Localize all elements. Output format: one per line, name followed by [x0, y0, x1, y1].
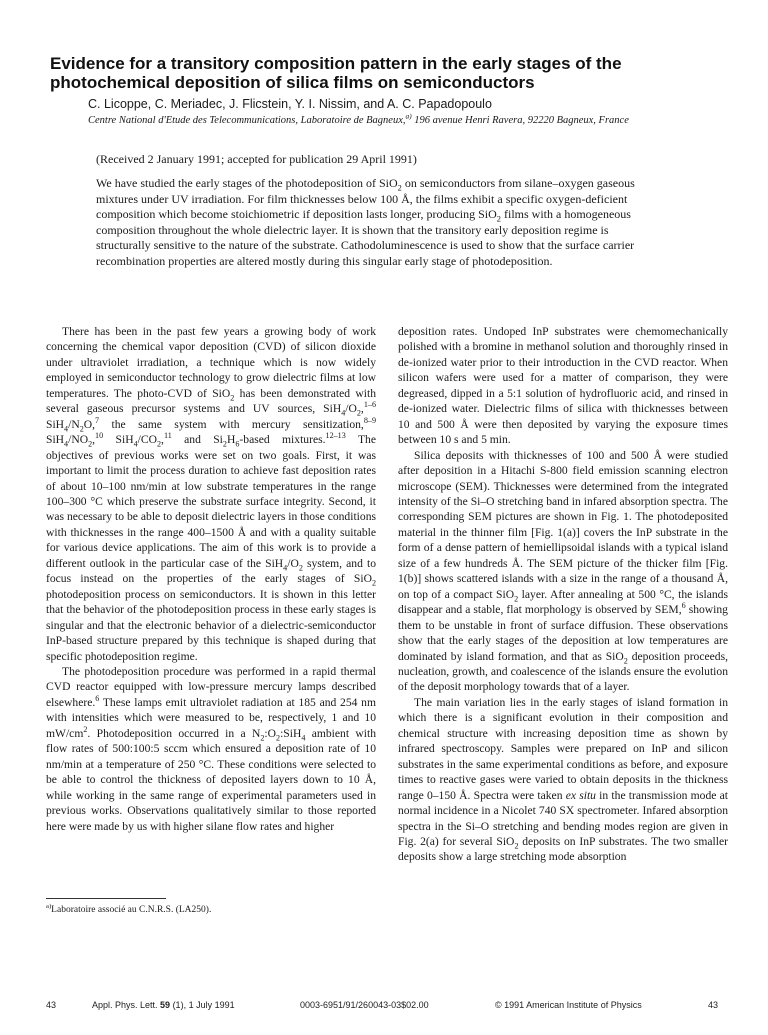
footer-copyright: © 1991 American Institute of Physics [495, 1000, 642, 1010]
author-list: C. Licoppe, C. Meriadec, J. Flicstein, Y. I. Nissim, and A. C. Papadopoulo [88, 97, 492, 111]
received-dates: (Received 2 January 1991; accepted for publication 29 April 1991) [96, 152, 417, 166]
paragraph: The main variation lies in the early stages of island formation in which there is a significant evolution in their composition and chemical structure with increasing deposition time as shown by infrared spectroscopy. Samples were prepared on InP and silicon substrates in the same experimental conditions as before, and exposure times to reactive gases were varied to obtain deposits in the thickness range 0–150 Å. Spectra were taken ex situ in the transmission mode at normal incidence in a Nicolet 740 SX spectrometer. Infared absorption spectra in the Si–O stretching and bending modes region are given in Fig. 2(a) for several SiO$_2$ deposits on InP substrates. The two smaller deposits show a large stretching mode absorption [398, 695, 728, 864]
paragraph: deposition rates. Undoped InP substrates were chemomechanically polished with a bromine in methanol solution and thoroughly rinsed in de-ionized water prior to their introduction in the CVD reactor. When silicon wafers were used for a matter of comparison, they were degreased, dipped in a 5:1 solution of hydrofluoric acid, and rinsed in de-ionized water. Dielectric films of silica with thicknesses between 10 and 500 Å were then deposited by varying the exposure times between 10 s and 5 min. [398, 325, 728, 447]
footer-page-number-left: 43 [46, 1000, 57, 1010]
affiliation: Centre National d'Etude des Telecommunications, Laboratoire de Bagneux,$^{a)}$ 196 avenue Henri Ravera, 92220 Bagneux, France [88, 111, 629, 126]
body-column-right [398, 324, 728, 865]
footer-journal: Appl. Phys. Lett. 59 (1), 1 July 1991 [92, 1000, 235, 1010]
footnote: $^{a)}$Laboratoire associé au C.N.R.S. (LA250). [46, 902, 212, 915]
footer-article-code: 0003-6951/91/260043-03$02.00 [300, 1000, 429, 1010]
article-title: Evidence for a transitory composition pattern in the early stages of the photochemical deposition of silica films on semiconductors [50, 54, 622, 92]
abstract: We have studied the early stages of the photodeposition of SiO$_2$ on semiconductors from silane–oxygen gaseous mixtures under UV irradiation. For film thicknesses below 100 Å, the films exhibit a specific oxygen-deficient composition which become stoichiometric if deposition lasts longer, producing SiO$_2$ films with a homogeneous composition throughout the whole dielectric layer. It is shown that the transitory early deposition regime is structurally sensitive to the nature of the substrate. Cathodoluminescence is used to show that the surface carrier recombination properties are altered mostly during this singular early stage of photodeposition. [96, 176, 635, 268]
paragraph: Silica deposits with thicknesses of 100 and 500 Å were studied after deposition in a Hitachi S-800 field emission scanning electron microscope (SEM). Thicknesses were determined from the integrated intensity of the Si–O stretching band in infared absorption spectra. The corresponding SEM pictures are shown in Fig. 1. The photodeposited material in the thinner film [Fig. 1(a)] covers the InP substrate in the form of a dense pattern of hemiellipsoidal islands with a typical island size of a few hundreds Å. The SEM picture of the thicker film [Fig. 1(b)] shows scattered islands with a size in the range of a thousand Å, on top of a compact SiO$_2$ layer. After annealing at 500 °C, the islands disappear and a stable, flat morphology is observed by SEM,$^6$ showing them to be unstable in front of surface diffusion. These observations show that the early stages of the deposition at low temperatures are dominated by island formation, and that as SiO$_2$ deposition proceeds, nucleation, growth, and coalescence of the islands ensure the evolution of the deposit morphology towards that of a layer. [398, 448, 728, 694]
footer-page-number-right: 43 [708, 1000, 719, 1010]
body-column-left [46, 324, 376, 834]
paragraph: There has been in the past few years a growing body of work concerning the chemical vapor deposition (CVD) of silicon dioxide under ultraviolet irradiation, a technique which is now widely employed in semiconductor technology to grow dielectric films at low temperatures. The photo-CVD of SiO$_2$ has been demonstrated with several gaseous precursor systems and UV sources, $SiH_4/O_2,^{1-6}$ $SiH_4/N_2O,^7$ the same system with mercury sensitization,$^{8-9}$ $SiH_4/NO_2,^{10}$ $SiH_4/CO_2,^{11}$ and $Si_2H_6$-based mixtures.$^{12-13}$ The objectives of previous works were set on two goals. First, it was important to limit the process duration to achieve fast deposition rates of about 10–100 nm/min at low substrate temperatures in the range 100–300 °C which preserve the substrate surface integrity. Second, it was necessary to be able to deposit dielectric layers in those conditions with thicknesses in the range 400–1500 Å and with a quality suitable for various device applications. The aim of this work is to provide a different outlook in the particular case of the $SiH_4/O_2$ system, and to focus instead on the properties of the early stages of SiO$_2$ photodeposition process on semiconductors. It is shown in this letter that the behavior of the photodeposition process in these early stages is singular and that the electronic behavior of a dielectric-semiconductor InP-based structure prepared by this technique is shaped during that specific photodeposition regime. [46, 325, 376, 663]
footnote-rule [46, 898, 166, 899]
paragraph: The photodeposition procedure was performed in a rapid thermal CVD reactor equipped with low-pressure mercury lamps described elsewhere.$^6$ These lamps emit ultraviolet radiation at 185 and 254 nm with intensities which were measured to be, respectively, 1 and 10 $mW/cm^2$. Photodeposition occurred in a $N_2:O_2:SiH_4$ ambient with flow rates of 500:100:5 sccm which ensured a deposition rate of 10 nm/min at a temperature of 250 °C. These conditions were selected to be able to control the thickness of deposited layers down to 10 Å, while working in the same range of experimental parameters used in previous works. Observations qualitatively similar to those reported here were made by us with higher silane flow rates and higher [46, 664, 376, 833]
